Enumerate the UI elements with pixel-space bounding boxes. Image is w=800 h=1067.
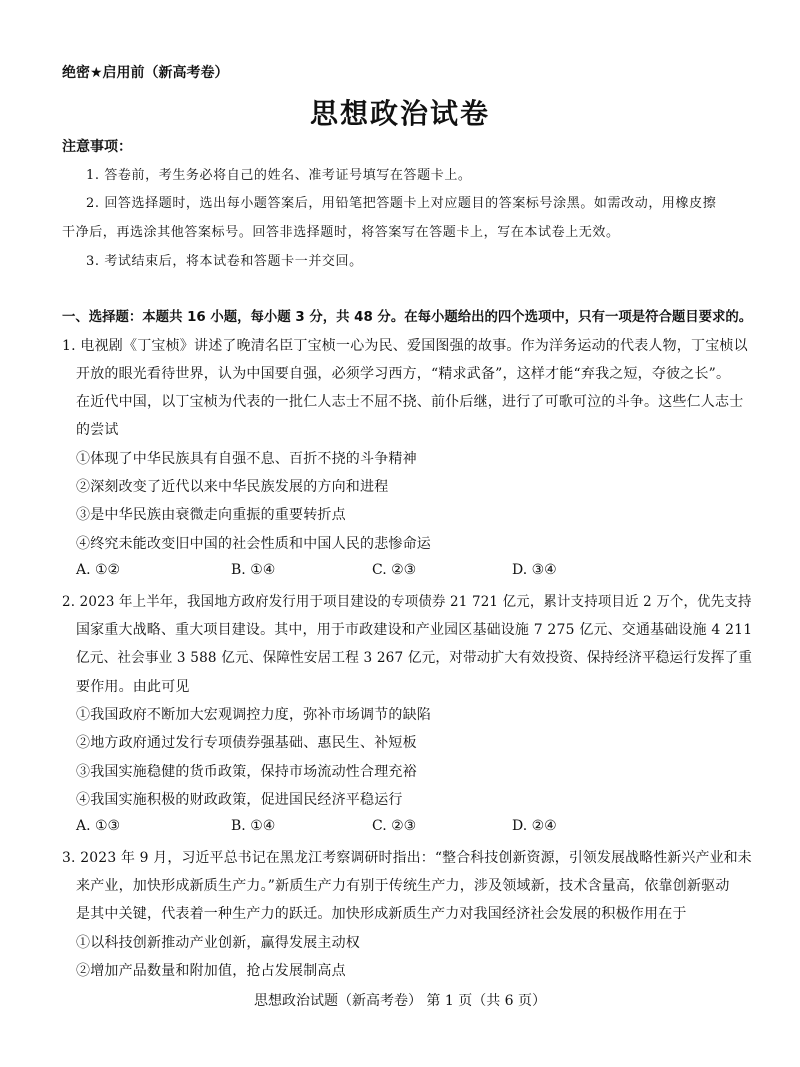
question-2-item: ①我国政府不断加大宏观调控力度，弥补市场调节的缺陷 — [76, 707, 431, 723]
question-2-option-c[interactable]: C. ②③ — [372, 818, 417, 834]
question-2-line: 2. 2023 年上半年，我国地方政府发行用于项目建设的专项债券 21 721 亿元，累计支持项目近 2 万个，优先支持 — [62, 594, 752, 610]
question-1-item: ①体现了中华民族具有自强不息、百折不挠的斗争精神 — [76, 451, 417, 467]
question-1-option-b[interactable]: B. ①④ — [231, 562, 276, 578]
question-3-item: ②增加产品数量和附加值，抢占发展制高点 — [76, 963, 346, 979]
question-3-item: ①以科技创新推动产业创新，赢得发展主动权 — [76, 935, 360, 951]
notice-line: 干净后，再选涂其他答案标号。回答非选择题时，将答案写在答题卡上，写在本试卷上无效。 — [62, 225, 620, 240]
question-1-item: ③是中华民族由衰微走向重振的重要转折点 — [76, 507, 346, 523]
question-1-line: 开放的眼光看待世界，认为中国要自强，必须学习西方，“精求武备”，这样才能“弃我之短，夺彼之长”。 — [76, 366, 731, 382]
question-2-line: 要作用。由此可见 — [76, 679, 190, 695]
question-1-line: 在近代中国，以丁宝桢为代表的一批仁人志士不屈不挠、前仆后继，进行了可歌可泣的斗争。这些仁人志士 — [76, 394, 744, 410]
question-3-line: 来产业，加快形成新质生产力。”新质生产力有别于传统生产力，涉及领域新，技术含量高，依靠创新驱动 — [76, 878, 730, 894]
question-2-item: ②地方政府通过发行专项债券强基础、惠民生、补短板 — [76, 735, 417, 751]
question-2-option-d[interactable]: D. ②④ — [512, 818, 557, 834]
question-2-line: 国家重大战略、重大项目建设。其中，用于市政建设和产业园区基础设施 7 275 亿元、交通基础设施 4 211 — [76, 622, 753, 638]
question-3-line: 3. 2023 年 9 月，习近平总书记在黑龙江考察调研时指出：“整合科技创新资源，引领发展战略性新兴产业和未 — [62, 850, 752, 866]
section-heading: 一、选择题：本题共 16 小题，每小题 3 分，共 48 分。在每小题给出的四个选项中，只有一项是符合题目要求的。 — [62, 309, 753, 325]
question-1-item: ④终究未能改变旧中国的社会性质和中国人民的悲惨命运 — [76, 536, 431, 552]
notice-heading: 注意事项： — [62, 139, 132, 155]
question-1-item: ②深刻改变了近代以来中华民族发展的方向和进程 — [76, 479, 389, 495]
question-2-line: 亿元、社会事业 3 588 亿元、保障性安居工程 3 267 亿元，对带动扩大有效投资、保持经济平稳运行发挥了重 — [76, 650, 753, 666]
question-1-line: 1. 电视剧《丁宝桢》讲述了晚清名臣丁宝桢一心为民、爱国图强的故事。作为洋务运动的代表人物，丁宝桢以 — [62, 338, 748, 354]
page-footer: 思想政治试题（新高考卷） 第 1 页（共 6 页） — [253, 993, 547, 1009]
confidential-label: 绝密★启用前（新高考卷） — [62, 65, 229, 81]
page-title: 思想政治试卷 — [309, 97, 490, 130]
question-1-option-c[interactable]: C. ②③ — [372, 562, 417, 578]
question-1-line: 的尝试 — [76, 422, 119, 438]
question-2-item: ④我国实施积极的财政政策，促进国民经济平稳运行 — [76, 792, 403, 808]
notice-line: 1. 答卷前，考生务必将自己的姓名、准考证号填写在答题卡上。 — [86, 168, 472, 183]
question-1-option-d[interactable]: D. ③④ — [512, 562, 557, 578]
question-1-option-a[interactable]: A. ①② — [76, 562, 121, 578]
question-2-option-a[interactable]: A. ①③ — [76, 818, 121, 834]
question-2-item: ③我国实施稳健的货币政策，保持市场流动性合理充裕 — [76, 764, 417, 780]
question-3-line: 是其中关键，代表着一种生产力的跃迁。加快形成新质生产力对我国经济社会发展的积极作用在于 — [76, 906, 687, 922]
question-2-option-b[interactable]: B. ①④ — [231, 818, 276, 834]
notice-line: 2. 回答选择题时，选出每小题答案后，用铅笔把答题卡上对应题目的答案标号涂黑。如需改动，用橡皮擦 — [86, 196, 717, 211]
notice-line: 3. 考试结束后，将本试卷和答题卡一并交回。 — [86, 254, 363, 269]
